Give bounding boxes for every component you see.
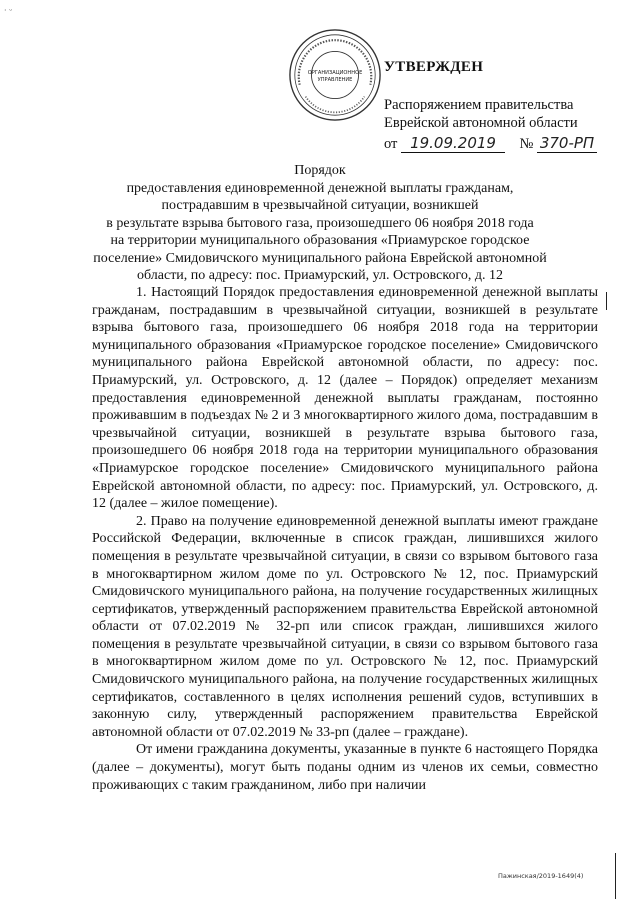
scan-mark [615, 853, 616, 899]
approval-date: 19.09.2019 [401, 134, 505, 153]
scan-artifact: · ᵕ [4, 6, 13, 15]
document-body [92, 284, 598, 794]
paragraph-3: От имени гражданина документы, указанные в пункте 6 настоящего Порядка (далее – документы), могут быть поданы одним из членов их семьи, совместно проживающих с таким гражданином, либо при наличии [92, 742, 598, 793]
date-prefix: от [384, 136, 398, 152]
heading-line-4: в результате взрыва бытового газа, произошедшего 06 ноября 2018 года [106, 215, 534, 231]
approval-block [384, 58, 624, 153]
heading-line-3: пострадавшим в чрезвычайной ситуации, возникшей [161, 198, 479, 213]
approval-title: УТВЕРЖДЕН [384, 59, 484, 75]
number-prefix: № [519, 136, 534, 152]
document-footer-code: Пажинская/2019-1649(4) [498, 872, 584, 880]
heading-line-7: области, по адресу: пос. Приамурский, ул. Островского, д. 12 [137, 268, 503, 283]
paragraph-1: 1. Настоящий Порядок предоставления единовременной денежной выплаты гражданам, пострадавшим в чрезвычайной ситуации, возникшей в результате взрыва бытового газа, произошедшего 06 ноября 2018 года на территории муниципального образования «Приамурское городское поселение» Смидовичского муниципального района Еврейской автономной области, по адресу: пос. Приамурский, ул. Островского, д. 12 (далее – Порядок) определяет механизм предоставления единовременной денежной выплаты гражданам, постоянно проживавшим в подъездах № 2 и 3 многоквартирного жилого дома, пострадавшим в чрезвычайной ситуации, возникшей в результате взрыва бытового газа, произошедшего 06 ноября 2018 года на территории муниципального образования «Приамурское городское поселение» Смидовичского муниципального района Еврейской автономной области, по адресу: пос. Приамурский, ул. Островского, д. 12 (далее – жилое помещение). [92, 285, 598, 512]
heading-line-1: Порядок [294, 163, 346, 178]
approval-line-1: Распоряжением правительства [384, 97, 574, 113]
approval-line-2: Еврейской автономной области [384, 115, 578, 131]
approval-number: 370-РП [537, 134, 597, 153]
heading-line-5: на территории муниципального образования «Приамурское городское [110, 233, 530, 248]
seal-inner-line2: УПРАВЛЕНИЕ [317, 76, 353, 83]
paragraph-2: 2. Право на получение единовременной денежной выплаты имеют граждане Российской Федерации, включенные в список граждан, лишившихся жилого помещения в результате чрезвычайной ситуации, в связи со взрывом бытового газа в многоквартирном жилом доме по ул. Островского № 12, пос. Приамурский Смидовичского муниципального района, на получение государственных жилищных сертификатов, утвержденный распоряжением правительства Еврейской автономной области от 07.02.2019 № 32-рп или список граждан, лишившихся жилого помещения в результате чрезвычайной ситуации, в связи со взрывом бытового газа в многоквартирном жилом доме по ул. Островского № 12, пос. Приамурский Смидовичского муниципального района, на получение государственных жилищных сертификатов, составленного в целях исполнения решений судов, вступивших в законную силу, утвержденный распоряжением правительства Еврейской автономной области от 07.02.2019 № 33-рп (далее – граждане). [92, 513, 598, 740]
heading-line-2: предоставления единовременной денежной выплаты гражданам, [126, 180, 514, 196]
scan-mark [606, 292, 607, 310]
official-seal [286, 26, 384, 124]
approval-date-number [384, 134, 624, 153]
document-heading [92, 162, 548, 285]
heading-line-6: поселение» Смидовичского муниципального района Еврейской автономной [93, 250, 547, 266]
seal-inner-line1: ОРГАНИЗАЦИОННОЕ [307, 70, 363, 77]
